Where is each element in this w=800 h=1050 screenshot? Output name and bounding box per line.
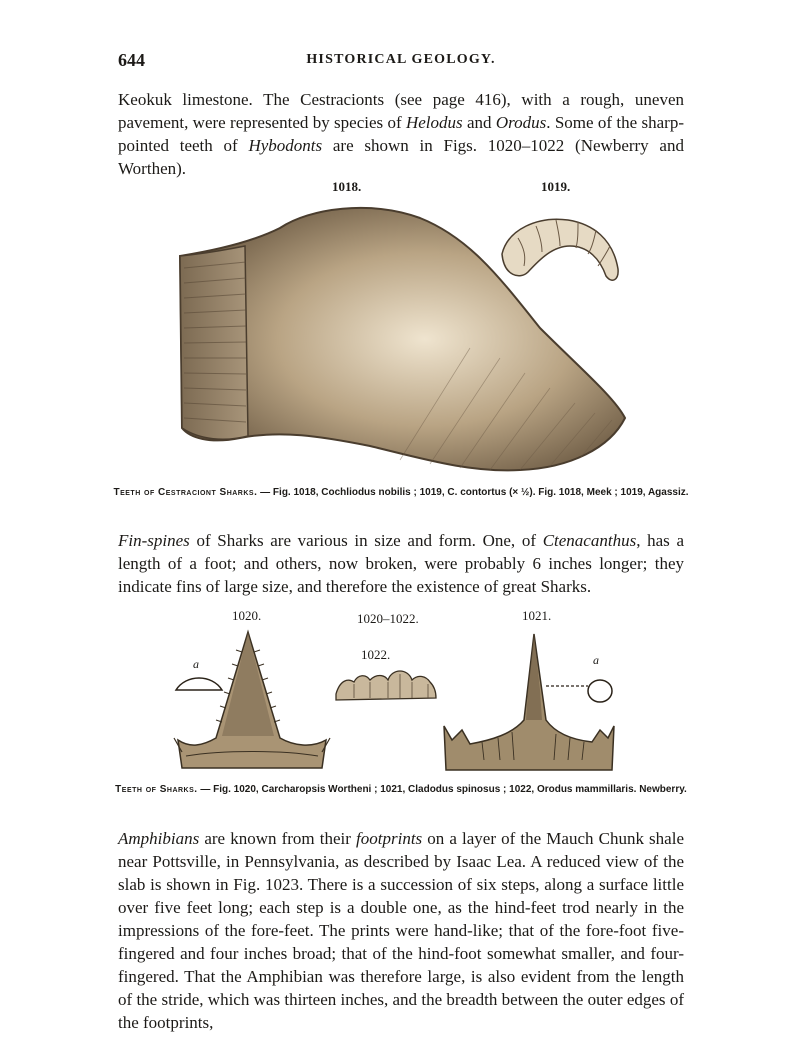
- contortus-tooth-illustration: [498, 214, 622, 290]
- figure-label-1022: 1022.: [361, 647, 391, 662]
- cladodus-section-diagram: [586, 677, 614, 705]
- sub-label-a-left: a: [193, 657, 199, 671]
- figure-label-range: 1020–1022.: [357, 611, 419, 626]
- page-number: 644: [118, 50, 145, 70]
- running-head: HISTORICAL GEOLOGY.: [306, 52, 496, 67]
- caption-cestraciont: Teeth of Cestraciont Sharks. — Fig. 1018, Cochliodus nobilis ; 1019, C. contortus (× ½). Fig. 1018, Meek ; 1019, Agassiz.: [113, 487, 689, 498]
- figure-label-1020: 1020.: [232, 608, 262, 623]
- figure-label-1019: 1019.: [541, 179, 571, 194]
- paragraph-amphibians: Amphibians are known from their footprints on a layer of the Mauch Chunk shale near Pottsville, in Pennsylvania, as described by Isaac Lea. A reduced view of the slab is shown in Fig. 1023. There is a succession of six steps, along a surface little over five feet long; each step is a double one, as the hind-feet trod nearly in the impressions of the fore-feet. The prints were hand-like; that of the fore-foot five-fingered and four inches broad; that of the hind-foot somewhat smaller, and four-fingered. That the Amphibian was therefore large, is also evident from the length of the stride, which was thirteen inches, and the breadth between the outer edges of the footprints,: [118, 829, 684, 1032]
- genus-orodus: Orodus: [495, 113, 547, 132]
- orodus-tooth-illustration: [334, 666, 438, 704]
- term-fin-spines: Fin-spines: [118, 531, 190, 550]
- paragraph-cestracionts: Keokuk limestone. The Cestracionts (see page 416), with a rough, uneven pavement, were represented by species of Helodus and Orodus. Some of the sharp-pointed teeth of Hybodonts are shown in Figs. 1020–1022 (Newberry and Worthen).: [118, 90, 684, 178]
- genus-helodus: Helodus: [405, 113, 463, 132]
- genus-ctenacanthus: Ctenacanthus: [542, 531, 637, 550]
- caption-sharks: Teeth of Sharks. — Fig. 1020, Carcharopsis Wortheni ; 1021, Cladodus spinosus ; 1022, Orodus mammillaris. Newberry.: [115, 784, 687, 795]
- term-hybodonts: Hybodonts: [248, 136, 323, 155]
- sub-label-a-right: a: [593, 653, 599, 667]
- figure-label-1021: 1021.: [522, 608, 552, 623]
- term-amphibians: Amphibians: [118, 829, 200, 848]
- paragraph-fin-spines: Fin-spines of Sharks are various in size and form. One, of Ctenacanthus, has a length of a foot; and others, now broken, were probably 6 inches longer; they indicate fins of large size, and therefore the existence of great Sharks.: [118, 531, 684, 596]
- term-footprints: footprints: [356, 829, 423, 848]
- carcharopsis-tooth-illustration: [172, 628, 332, 770]
- figure-label-1018: 1018.: [332, 179, 362, 194]
- page-header: [118, 50, 684, 74]
